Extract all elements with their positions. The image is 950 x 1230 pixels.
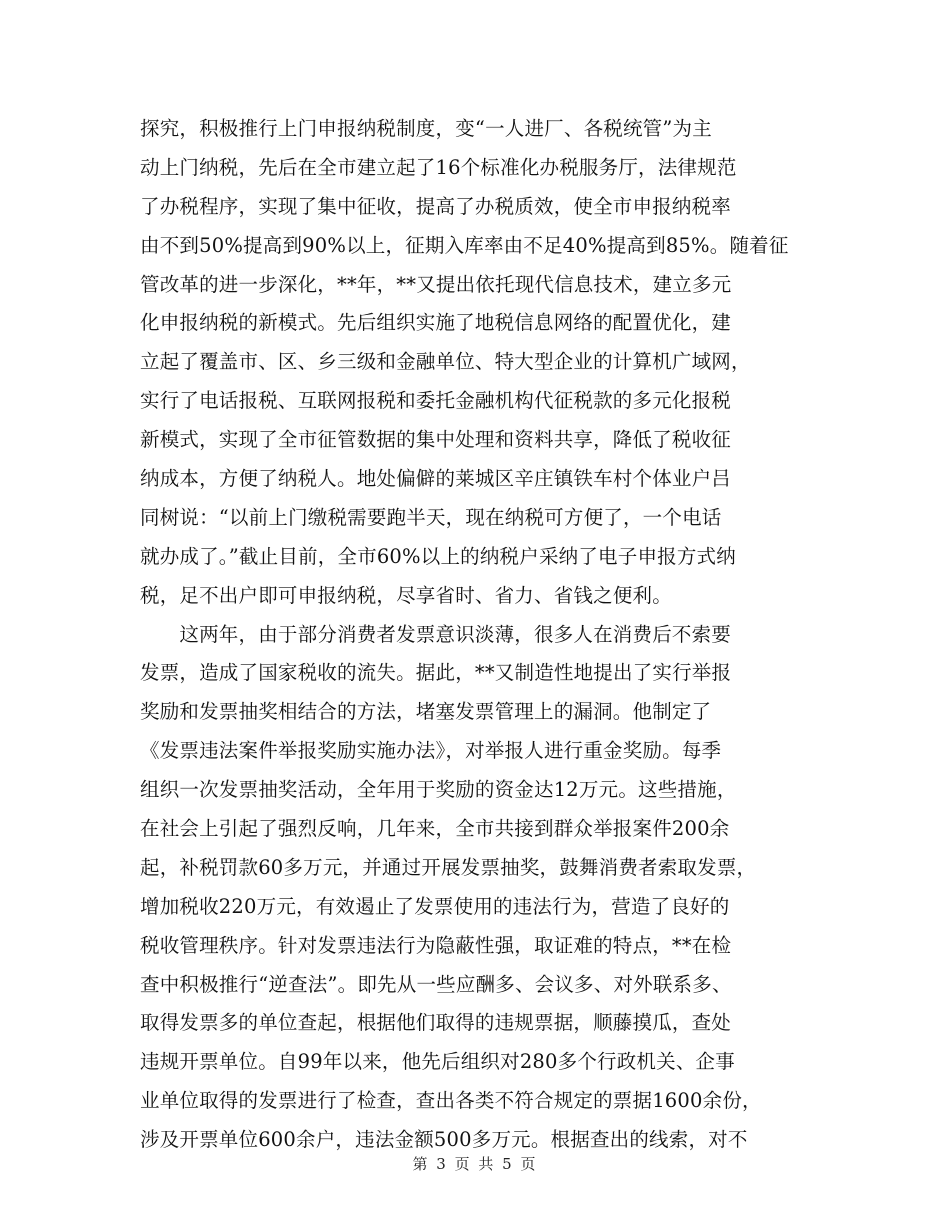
text-line: 《发票违法案件举报奖励实施办法》，对举报人进行重金奖励。每季 [140, 739, 722, 763]
text-line: 同树说：“以前上门缴税需要跑半天，现在纳税可方便了，一个电话 [140, 505, 722, 529]
text-line: 税，足不出户即可申报纳税，尽享省时、省力、省钱之便利。 [140, 583, 672, 607]
text-line: 立起了覆盖市、区、乡三级和金融单位、特大型企业的计算机广域网， [140, 350, 751, 374]
text-line: 增加税收220万元，有效遏止了发票使用的违法行为，营造了良好的 [140, 894, 730, 918]
text-line: 业单位取得的发票进行了检查，查出各类不符合规定的票据1600余份， [140, 1089, 762, 1113]
text-line: 纳成本，方便了纳税人。地处偏僻的莱城区辛庄镇铁车村个体业户吕 [140, 467, 732, 491]
text-line: 发票，造成了国家税收的流失。据此，**又制造性地提出了实行举报 [140, 661, 732, 685]
text-line: 在社会上引起了强烈反响，几年来，全市共接到群众举报案件200余 [140, 817, 730, 841]
text-line: 就办成了。”截止目前，全市60%以上的纳税户采纳了电子申报方式纳 [140, 544, 736, 568]
text-line: 新模式，实现了全市征管数据的集中处理和资料共享，降低了税收征 [140, 428, 732, 452]
text-line: 动上门纳税，先后在全市建立起了16个标准化办税服务厅，法律规范 [140, 155, 737, 179]
text-line: 查中积极推行“逆查法”。即先从一些应酬多、会议多、对外联系多、 [140, 972, 732, 996]
text-line: 奖励和发票抽奖相结合的方法，堵塞发票管理上的漏洞。他制定了 [140, 700, 712, 724]
text-line: 由不到50%提高到90%以上，征期入库率由不足40%提高到85%。随着征 [140, 233, 789, 257]
text-line: 取得发票多的单位查起，根据他们取得的违规票据，顺藤摸瓜，查处 [140, 1011, 732, 1035]
text-line: 实行了电话报税、互联网报税和委托金融机构代征税款的多元化报税 [140, 389, 732, 413]
body-text [140, 110, 830, 1160]
text-line: 违规开票单位。自99年以来，他先后组织对280多个行政机关、企事 [140, 1050, 735, 1074]
page-number-footer: 第 3 页 共 5 页 [412, 1155, 538, 1173]
text-line: 税收管理秩序。针对发票违法行为隐蔽性强，取证难的特点，**在检 [140, 933, 732, 957]
text-line: 起，补税罚款60多万元，并通过开展发票抽奖，鼓舞消费者索取发票， [140, 855, 757, 879]
text-line: 了办税程序，实现了集中征收，提高了办税质效，使全市申报纳税率 [140, 194, 732, 218]
paragraph-start-line: 这两年，由于部分消费者发票意识淡薄，很多人在消费后不索要 [140, 622, 732, 646]
text-line: 管改革的进一步深化，**年，**又提出依托现代信息技术，建立多元 [140, 272, 732, 296]
text-line: 组织一次发票抽奖活动，全年用于奖励的资金达12万元。这些措施， [140, 778, 737, 802]
text-line: 涉及开票单位600余户，违法金额500多万元。根据查出的线索，对不 [140, 1128, 748, 1152]
text-line: 化申报纳税的新模式。先后组织实施了地税信息网络的配置优化，建 [140, 311, 732, 335]
text-line: 探究，积极推行上门申报纳税制度，变“一人进厂、各税统管”为主 [140, 117, 712, 140]
